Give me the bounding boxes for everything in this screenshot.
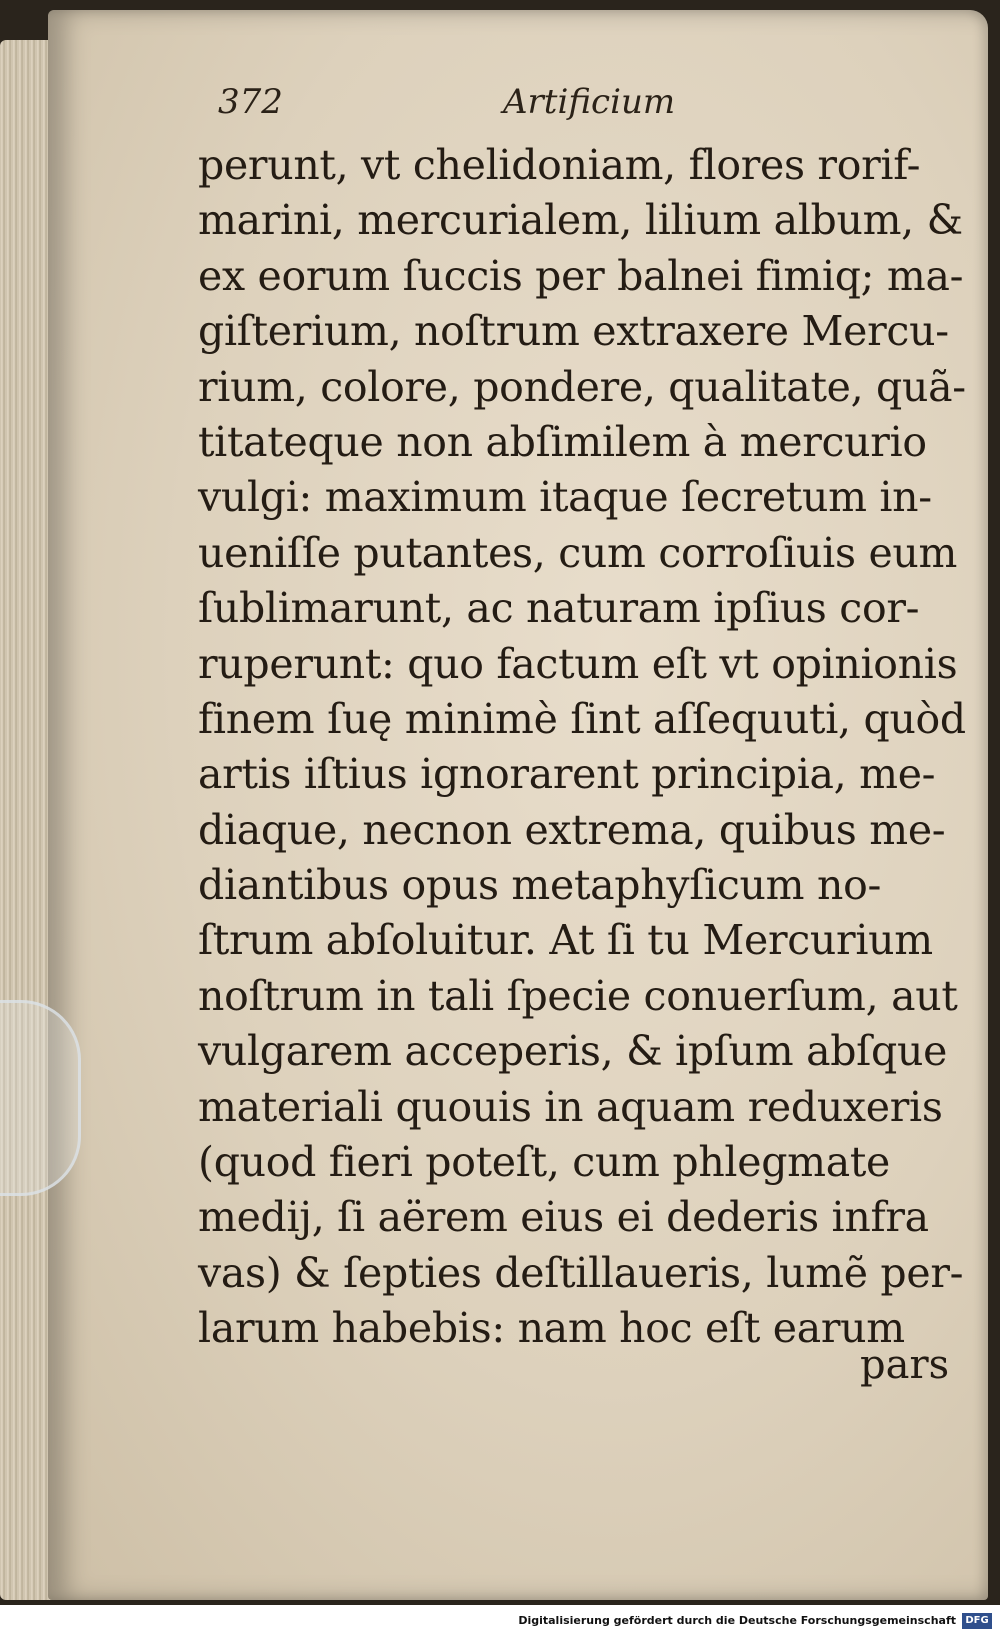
text-line: ruperunt: quo factum eſt vt opinionis [198,639,958,688]
text-line: vas) & ſepties deſtillaueris, lumẽ per- [198,1248,964,1297]
text-line: giſterium, noſtrum extraxere Mercu- [198,307,949,356]
text-line: ſublimarunt, ac naturam ipſius cor- [198,584,920,633]
page-number: 372 [218,82,283,122]
text-line: ex eorum ſuccis per balnei fimiq; ma- [198,251,964,300]
footer-bar [0,1605,1000,1635]
text-line: perunt, vt chelidoniam, flores rorif- [198,141,921,189]
book-page [48,10,988,1600]
page-clip [0,1000,81,1196]
dfg-logo-icon: DFG [962,1613,992,1629]
text-line: (quod fieri poteſt, cum phlegmate [198,1138,891,1187]
text-line: titateque non abſimilem à mercurio [198,417,927,466]
text-line: materiali quouis in aquam reduxeris [198,1082,943,1131]
text-line: finem ſuę minimè ſint aſſequuti, quòd [198,694,966,743]
body-text [198,138,978,1357]
text-line: diaque, necnon extrema, quibus me- [198,805,946,854]
text-line: larum habebis: nam hoc eſt earum [198,1304,905,1353]
funding-credit: Digitalisierung gefördert durch die Deutsche Forschungsgemeinschaft [518,1614,956,1627]
page-header [48,82,988,126]
text-line: ueniſſe putantes, cum corroſiuis eum [198,528,958,577]
text-line: marini, mercurialem, lilium album, & [198,196,963,245]
text-line: vulgarem acceperis, & ipſum abſque [198,1027,948,1076]
running-title: Artificium [503,82,676,122]
catchword: pars [860,1342,950,1388]
text-line: vulgi: maximum itaque ſecretum in- [198,473,932,522]
text-line: medij, ſi aërem eius ei dederis infra [198,1193,929,1242]
text-line: ſtrum abſoluitur. At ſi tu Mercurium [198,916,933,965]
text-line: noſtrum in tali ſpecie conuerſum, aut [198,971,958,1020]
text-line: diantibus opus metaphyſicum no- [198,861,882,910]
text-line: rium, colore, pondere, qualitate, quã- [198,362,966,411]
text-line: artis iſtius ignorarent principia, me- [198,750,936,799]
